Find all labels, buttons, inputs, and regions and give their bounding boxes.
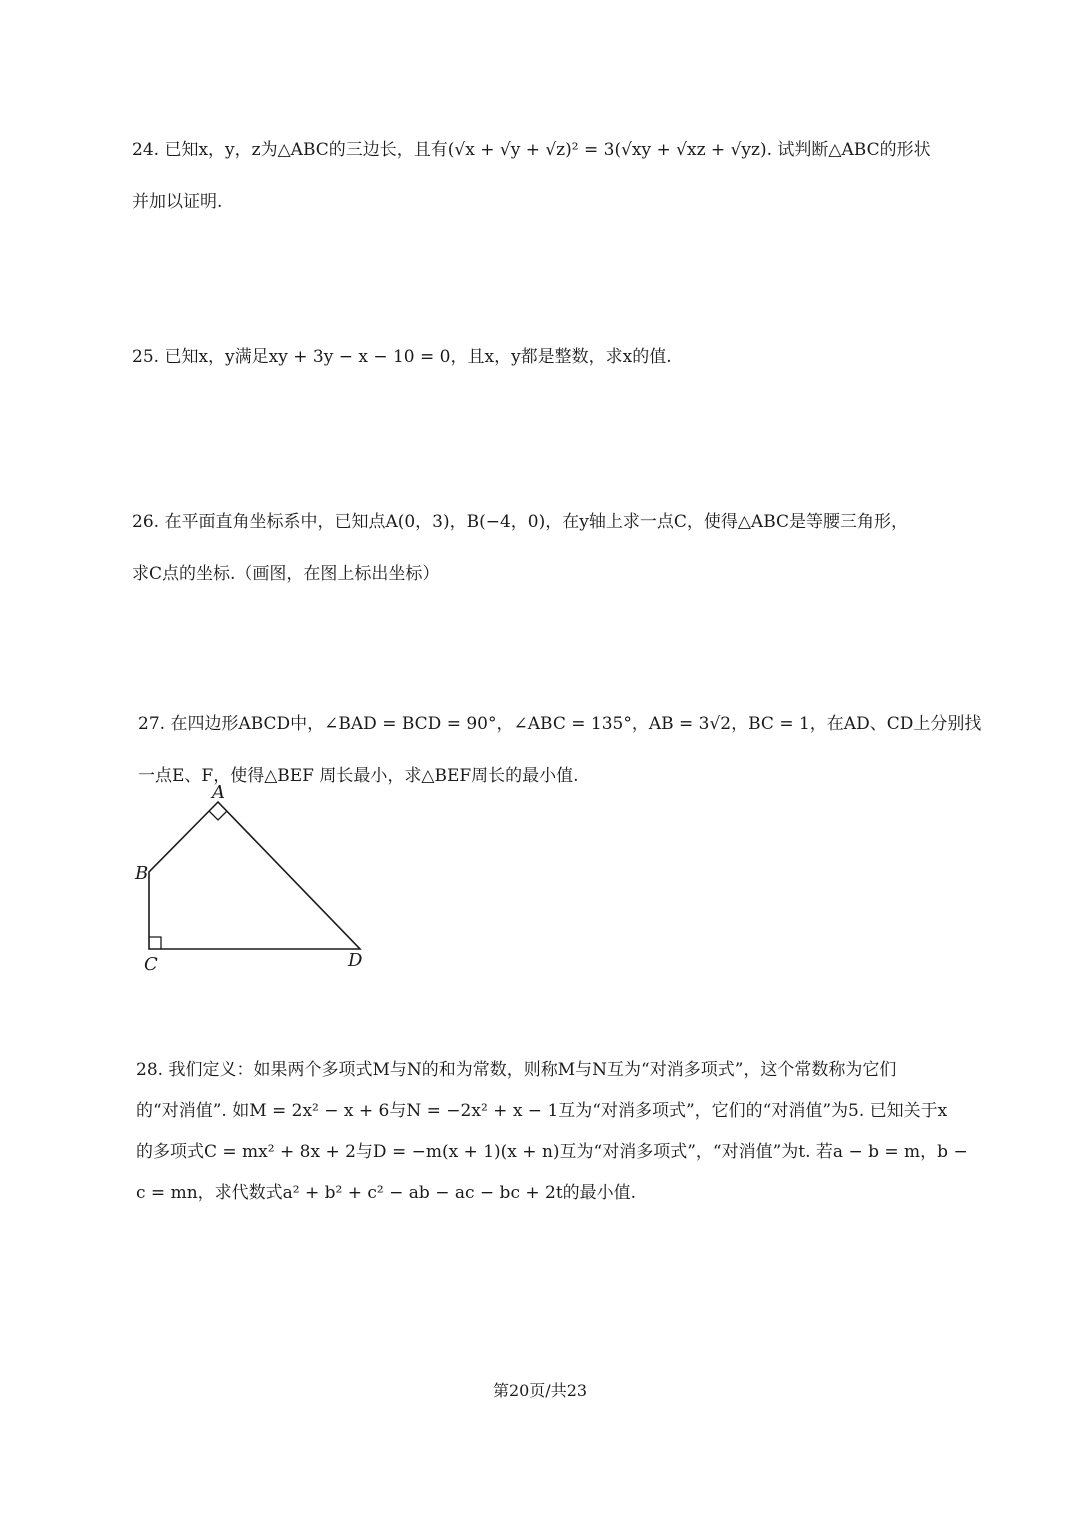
problem-24: [132, 124, 962, 228]
problem-24-line-2: 并加以证明.: [132, 192, 223, 212]
vertex-label-a: A: [212, 782, 225, 803]
right-angle-mark-c: [149, 937, 161, 949]
problem-28-line-2: 的“对消值”. 如M = 2x² − x + 6与N = −2x² + x − 1互为“对消多项式”，它们的“对消值”为5. 已知关于x: [136, 1101, 948, 1121]
problem-28-line-4: c = mn，求代数式a² + b² + c² − ab − ac − bc + 2t的最小值.: [136, 1183, 637, 1203]
vertex-label-c: C: [144, 954, 158, 975]
vertex-label-b: B: [135, 863, 149, 884]
quadrilateral-abcd: [149, 802, 360, 949]
problem-25: [132, 331, 962, 383]
problem-26: [132, 496, 962, 600]
problem-26-line-1: 26. 在平面直角坐标系中，已知点A(0，3)，B(−4，0)，在y轴上求一点C，使得△ABC是等腰三角形，: [132, 512, 909, 532]
problem-27-line-1: 27. 在四边形ABCD中，∠BAD = BCD = 90°，∠ABC = 135°，AB = 3√2，BC = 1，在AD、CD上分别找: [138, 714, 982, 734]
problem-24-line-1: 24. 已知x，y，z为△ABC的三边长，且有(√x + √y + √z)² = 3(√xy + √xz + √yz). 试判断△ABC的形状: [132, 140, 931, 160]
vertex-label-d: D: [348, 950, 363, 971]
problem-28-line-3: 的多项式C = mx² + 8x + 2与D = −m(x + 1)(x + n)互为“对消多项式”，“对消值”为t. 若a − b = m，b −: [136, 1142, 968, 1162]
right-angle-mark-a: [209, 811, 227, 820]
problem-25-line-1: 25. 已知x，y满足xy + 3y − x − 10 = 0，且x，y都是整数，求x的值.: [132, 347, 672, 367]
problem-27-line-2: 一点E、F，使得△BEF 周长最小，求△BEF周长的最小值.: [138, 766, 579, 786]
problem-28: [136, 1050, 966, 1214]
problem-28-line-1: 28. 我们定义：如果两个多项式M与N的和为常数，则称M与N互为“对消多项式”，这个常数称为它们: [136, 1060, 897, 1080]
page-number: 第20页/共23: [492, 1381, 588, 1400]
quadrilateral-figure: [130, 780, 380, 980]
problem-26-line-2: 求C点的坐标.（画图，在图上标出坐标）: [132, 564, 440, 584]
